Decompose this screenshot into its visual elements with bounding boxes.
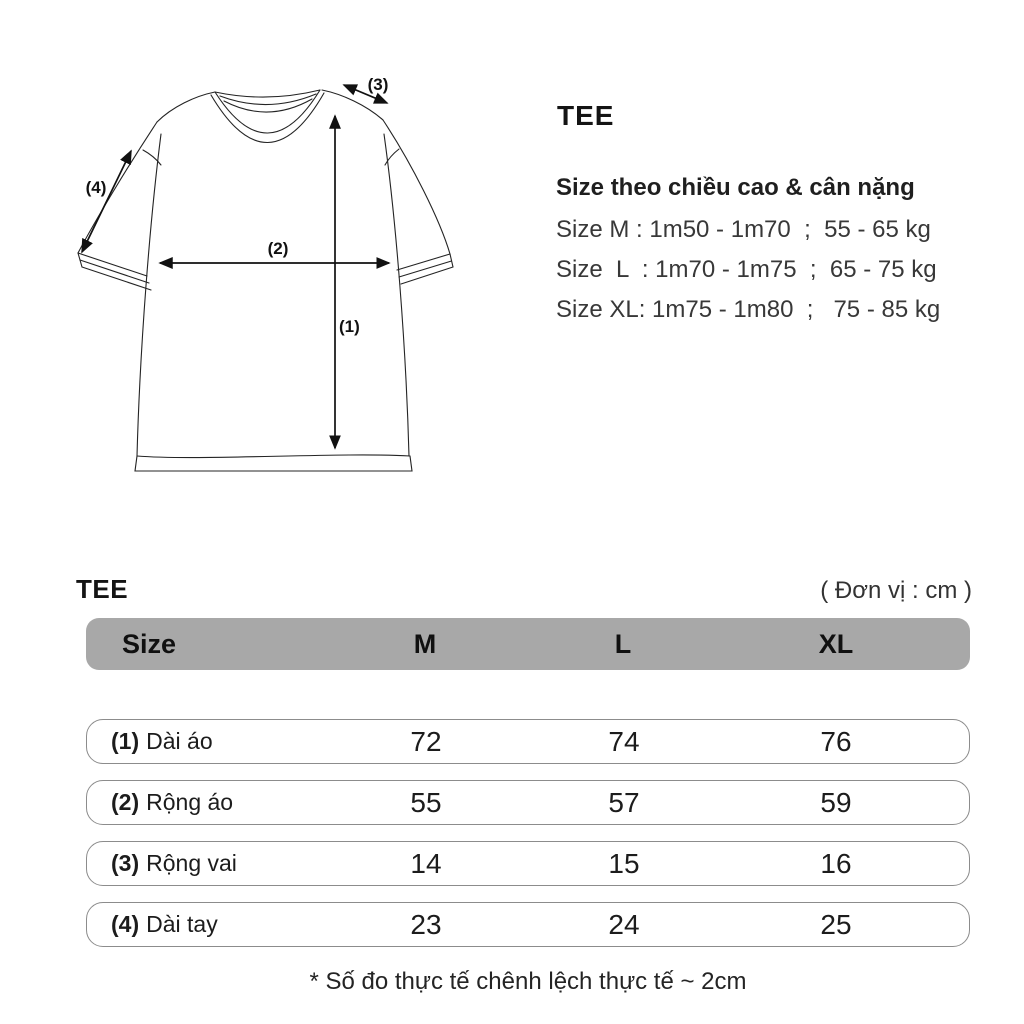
measure-labels: [86, 75, 389, 336]
measure-arrows: [82, 85, 389, 448]
value-xl: 25: [820, 908, 852, 940]
row-number: (2): [111, 789, 140, 815]
value-l: 57: [608, 786, 640, 818]
table-row: [86, 902, 970, 947]
table-row: [86, 719, 970, 764]
row-label: [87, 850, 307, 877]
table-unit-label: ( Đơn vị : cm ): [820, 577, 972, 604]
size-guide-line-xl: Size XL: 1m75 - 1m80 ; 75 - 85 kg: [556, 296, 941, 323]
size-guide-heading: Size theo chiều cao & cân nặng: [556, 174, 915, 201]
table-row: [86, 780, 970, 825]
column-header-l: L: [614, 628, 632, 659]
row-measure-name: Rộng áo: [146, 789, 234, 815]
value-xl: 76: [820, 725, 852, 757]
label-2: (2): [267, 239, 289, 258]
column-header-xl: XL: [818, 628, 854, 659]
row-measure-name: Dài áo: [146, 728, 213, 754]
row-label: [87, 728, 307, 755]
table-title-bar: [76, 574, 972, 605]
arrow-sleeve-4: [82, 151, 131, 252]
row-measure-name: Dài tay: [146, 911, 218, 937]
label-4: (4): [85, 178, 107, 197]
value-m: 55: [410, 786, 442, 818]
column-header-size: Size: [122, 628, 177, 659]
collar: [211, 90, 324, 143]
value-m: 72: [410, 725, 442, 757]
product-title: TEE: [557, 100, 615, 131]
value-xl: 16: [820, 847, 852, 879]
row-label: [87, 789, 307, 816]
row-measure-name: Rộng vai: [146, 850, 237, 876]
tshirt-outline: [78, 90, 453, 471]
label-3: (3): [367, 75, 389, 94]
size-guide-line-l: Size L : 1m70 - 1m75 ; 65 - 75 kg: [556, 256, 937, 283]
tolerance-footnote: * Số đo thực tế chênh lệch thực tế ~ 2cm: [309, 968, 747, 995]
value-l: 15: [608, 847, 640, 879]
size-guide-line-m: Size M : 1m50 - 1m70 ; 55 - 65 kg: [556, 216, 931, 243]
column-header-m: M: [413, 628, 437, 659]
label-1: (1): [339, 317, 360, 336]
value-l: 24: [608, 908, 640, 940]
value-xl: 59: [820, 786, 852, 818]
row-label: [87, 911, 307, 938]
value-m: 14: [410, 847, 442, 879]
value-l: 74: [608, 725, 640, 757]
table-header-row: [86, 618, 970, 670]
tshirt-measurement-diagram: [0, 0, 520, 520]
table-title: TEE: [76, 574, 129, 604]
table-row: [86, 841, 970, 886]
row-number: (3): [111, 850, 140, 876]
value-m: 23: [410, 908, 442, 940]
row-number: (4): [111, 911, 140, 937]
row-number: (1): [111, 728, 140, 754]
